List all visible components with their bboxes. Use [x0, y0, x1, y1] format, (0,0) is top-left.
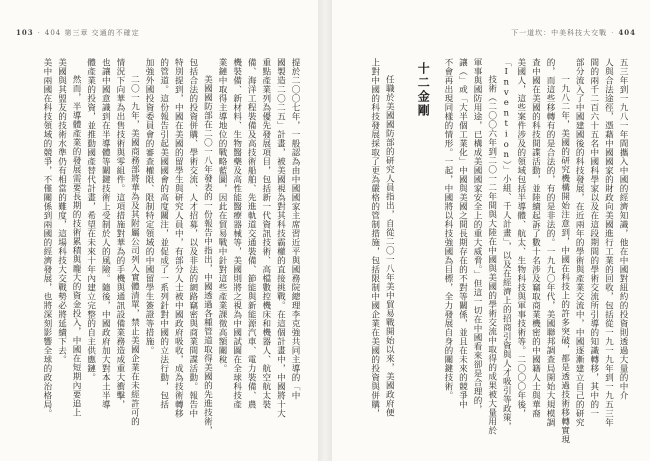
text-column: 美中兩國在科技領域的競爭，不僅關係到兩國的經濟發展，也將深刻影響全球的政治格局。 — [41, 58, 52, 418]
text-column: 上對中國的科技發展採取了更為嚴格的管制措施，包括限制中國企業在美國的投資與併購， — [369, 58, 380, 418]
text-column: 業鏈中取得主導地位的戰略藍圖，因此在貿易戰中針對這些產業課徵高額關稅。 — [217, 58, 228, 373]
text-column: 軍事與國防用途，已構成美國國家安全上的重大威脅。」但這一切在中國看來卻是合理的， — [472, 58, 483, 414]
text-column: 美國國防部在二〇一八年發表的一份報告中指出，中國透過各種管道取得美國的先進技術， — [202, 75, 213, 435]
section-heading: 十二金剛 — [416, 62, 431, 118]
text-column: 美國與其盟友的技術水準仍有相當的難度，這場科技大交戰勢必將延續下去。 — [56, 58, 67, 364]
text-column: 二〇一九年，美國商務部將華為及其附屬公司列入實體清單，禁止美國企業在未經許可的 — [129, 75, 140, 426]
text-column: 特別提到，中國在美國的留學生與研究人員中，有部分人士被中國政府吸收，成為技術轉移 — [173, 58, 184, 418]
book-gutter — [318, 0, 332, 461]
text-column: 不會再出現同樣的情形。一起，中國將以科技強國為目標，全力發展自身的關鍵技術。 — [442, 58, 453, 400]
left-page-text — [18, 58, 302, 439]
column-spacer — [430, 58, 440, 439]
text-column: 的，而這些移轉有的是合法的，有的是非法的。一九九〇年代，美國聯邦調查局開始大規模調 — [545, 58, 556, 427]
right-page-text — [342, 58, 630, 444]
text-column: 機裝備、新材料、生物醫藥及高性能醫療器械等，美國則將之視為中國試圖在全球科技產 — [231, 58, 242, 409]
text-column: 「Invention）」小組、千人計畫」，以及在經濟上的招商引資與人才吸引等政策， — [501, 58, 512, 431]
right-running-title: 下一道坎：中美科技大交戰 — [511, 29, 608, 37]
text-column: 人與合法途徑，憑藉中國國家的財政向美國進行工業的回收，包括從一九一九年到一九五三年 — [603, 58, 614, 427]
right-page — [332, 0, 650, 461]
text-column: 國製造二〇二五」計畫，被美國視為對其科技霸權的直接挑戰。在這個計畫中，中國將十大 — [275, 58, 286, 418]
text-column: 查中國在美國的科技間諜活動，並陸續起訴了數十名涉及竊取商業機密的中國籍人士與華裔 — [530, 58, 541, 418]
left-page-header: 103 · 404 第三章 交通的不確定 — [16, 28, 140, 37]
text-column: 一九八二年，美國的研究機構開始注意到，中國在科技上的許多突破，都是透過技術移轉實現 — [559, 75, 570, 444]
text-column: 美國人，這些案件涉及的領域包括半導體、航太、生物科技與軍事技術等。二〇〇〇年後， — [515, 58, 526, 418]
text-column: 也讓中國意識到在半導體等關鍵技術上受制於人的風險。隨後，中國政府加大對本土半導 — [100, 58, 111, 409]
text-column: 提於二〇〇七年，一般認為由中國國家主席習近平與國務院總理李克強共同主導的「中 — [290, 58, 300, 400]
text-column: 然而，半導體產業的發展需要長期的技術累積與龐大的資金投入，中國在短期內要追上 — [71, 75, 82, 417]
text-column: 體產業的投資，並推動國產替代計畫，希望在未來十年內建立完整的自主供應鏈。 — [85, 58, 96, 382]
text-column: 技術（二〇〇六年到二〇一二年間與大陸在中國與美國的學術交流中取得的成果被大量用於 — [486, 75, 497, 435]
text-column: 重點產業列為優先發展項目，包括新一代資訊技術、高檔數控機床和機器人、航空航太裝 — [260, 58, 271, 409]
text-column: 五三年到一九八一年間攜入中國的經濟知識，他在中國對紐約的投資則透過大量的中介 — [618, 58, 628, 400]
left-running-title: 404 第三章 交通的不確定 — [44, 29, 140, 37]
column-spacer — [396, 58, 406, 439]
left-page — [0, 0, 318, 461]
left-page-number: 103 — [16, 28, 34, 37]
right-page-number: 404 — [618, 28, 636, 37]
text-column: 間的兩千二百六十五名中國科學家以及在這段期間的學術交流所引導的知識轉移，其中的一 — [588, 58, 599, 418]
text-column: 備、海洋工程裝備及高技術船舶、先進軌道交通裝備、節能與新能源汽車、電力裝備、農 — [246, 58, 257, 409]
text-column: 包括合法的投資併購、學術交流、人才招募，以及非法的網路竊密與商業間諜活動。報告中 — [187, 58, 198, 418]
text-column: 部分流入了中國建國後的科技發展，在近兩年的學術與產業交流中，中國逐漸建立自己的研究 — [574, 58, 585, 427]
text-column: 任職於美國國防部的研究人員指出，自從二〇一八年美中貿易戰開始以來，美國政府便 — [384, 75, 395, 417]
right-page-header: 下一道坎：中美科技大交戰 · 404 — [511, 28, 636, 37]
text-column: 加強外國投資委員會的審查權限、限制特定領域的中國留學生簽證等措施。 — [144, 58, 155, 355]
text-column: 的管道。這份報告引起美國國會的高度關注，並促成了一系列針對中國的立法行動，包括 — [158, 58, 169, 409]
text-column: 情況下向華為出售技術與零組件。這項措施對華為的手機與通訊設備業務造成重大衝擊， — [114, 58, 125, 409]
text-column: 讓（」或「大半個工業化」中國與美國之間長期存在的不對等關係，並且在未來的競爭中 — [457, 58, 468, 409]
